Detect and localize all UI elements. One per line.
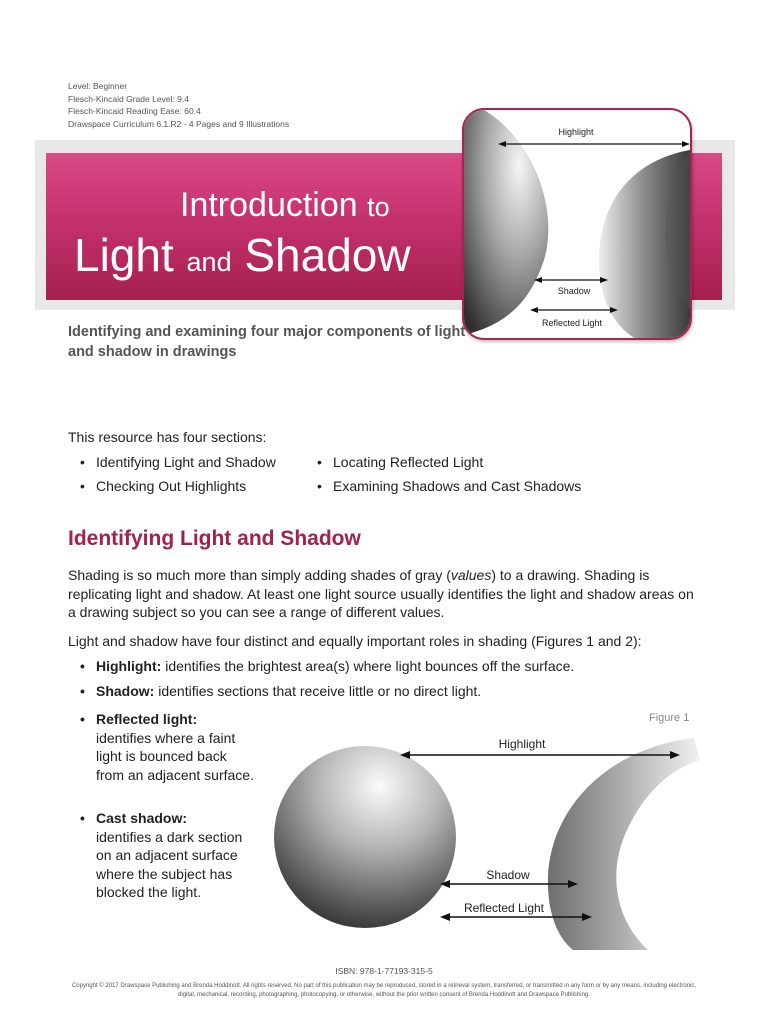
section-item: • Examining Shadows and Cast Shadows	[313, 474, 581, 498]
banner-title-line2: Light and Shadow	[74, 229, 411, 281]
isbn: ISBN: 978-1-77193-315-5	[335, 966, 433, 976]
bullet-cast-shadow: • Cast shadow: identifies a dark section on an adjacent surface where the subject has blocked the light.	[76, 809, 256, 902]
section-item: • Identifying Light and Shadow	[76, 450, 276, 474]
curved-surface-shape	[548, 738, 700, 950]
bullet-shadow: • Shadow: identifies sections that receive little or no direct light.	[76, 682, 481, 701]
figure-shadow-label: Shadow	[486, 868, 530, 882]
copyright-notice: Copyright © 2017 Drawspace Publishing and Brenda Hoddinott. All rights reserved. No part of this publication may be reproduced, stored in a retrieval system, transferred, or transmitted in any form or by any means, including electronic, digital, mechanical, recording, photographing, photocopying, or otherwise, without the prior written consent of Brenda Hoddinott and Drawspace Publishing.	[71, 983, 697, 998]
document-meta	[68, 80, 289, 130]
figure-label: Figure 1	[649, 712, 690, 724]
subtitle: Identifying and examining four major components of light and shadow in drawings	[68, 324, 466, 360]
figure-reflected-label: Reflected Light	[463, 901, 545, 915]
banner-title-line1: Introduction to	[180, 186, 390, 224]
hero-reflected-label: Reflected Light	[541, 318, 603, 328]
bullet-highlight: • Highlight: identifies the brightest area(s) where light bounces off the surface.	[76, 657, 574, 676]
hero-drawing	[464, 110, 690, 338]
hero-shadow-label: Shadow	[557, 286, 591, 296]
hero-illustration	[462, 108, 692, 340]
paragraph-shading: Shading is so much more than simply adding shades of gray (values) to a drawing. Shading is replicating light and shadow. At least one light source usually identifies the light and shadow areas on a drawing subject so you can see a range of different values.	[68, 567, 694, 620]
section-heading: Identifying Light and Shadow	[68, 527, 361, 550]
section-item: • Locating Reflected Light	[313, 450, 581, 474]
reading-ease-text: Flesch-Kincaid Reading Ease: 60.4	[68, 106, 201, 116]
section-item: • Checking Out Highlights	[76, 474, 276, 498]
curriculum-text: Drawspace Curriculum 6.1.R2 - 4 Pages and 9 Illustrations	[68, 118, 290, 129]
grade-level-text: Flesch-Kincaid Grade Level: 9.4	[68, 93, 189, 104]
figure-1-drawing	[268, 718, 708, 950]
bullet-reflected-light: • Reflected light: identifies where a faint light is bounced back from an adjacent surface.	[76, 710, 256, 784]
sphere-shape	[274, 746, 456, 928]
hero-highlight-label: Highlight	[558, 127, 594, 137]
sections-list-col1	[76, 450, 276, 498]
level-text: Level: Beginner	[68, 81, 128, 91]
figure-highlight-label: Highlight	[498, 737, 546, 751]
sections-list-col2	[313, 450, 581, 498]
figure-1	[268, 718, 708, 950]
intro-text: This resource has four sections:	[68, 429, 267, 445]
paragraph-roles: Light and shadow have four distinct and equally important roles in shading (Figures 1 and 2):	[68, 633, 642, 649]
